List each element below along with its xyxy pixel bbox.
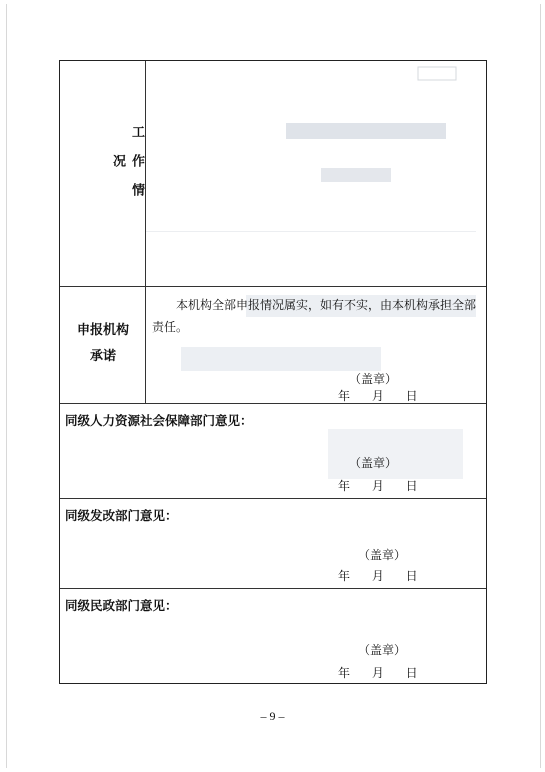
- ndrc-dept-date-label: 年 月 日: [338, 569, 418, 583]
- institution-promise-row: [60, 287, 486, 404]
- civil-affairs-opinion-title: 同级民政部门意见：: [65, 598, 178, 613]
- promise-date-label: 年 月 日: [338, 389, 418, 403]
- work-situation-label-cell: [60, 61, 146, 286]
- civil-affairs-opinion-row: [60, 589, 486, 683]
- promise-statement: 本机构全部申报情况属实，如有不实，由本机构承担全部责任。: [152, 298, 477, 334]
- work-situation-row: [60, 61, 486, 287]
- show-through-artwork: [146, 61, 488, 285]
- hr-dept-seal-label: （盖章）: [349, 456, 398, 470]
- civil-affairs-date-label: 年 月 日: [338, 666, 418, 680]
- promise-seal-label: （盖章）: [349, 372, 398, 386]
- ndrc-dept-seal-label: （盖章）: [358, 548, 407, 562]
- ndrc-dept-opinion-title: 同级发改部门意见：: [65, 508, 178, 523]
- work-situation-label: 工作情况: [110, 124, 144, 212]
- work-situation-content: [146, 61, 486, 286]
- promise-label-line1: 申报机构: [76, 323, 129, 338]
- hr-dept-opinion-title: 同级人力资源社会保障部门意见：: [65, 413, 253, 428]
- civil-affairs-seal-label: （盖章）: [358, 643, 407, 657]
- hr-dept-opinion-row: [60, 404, 486, 499]
- promise-label: [60, 318, 146, 370]
- promise-label-cell: [60, 287, 146, 403]
- promise-label-line2: 承诺: [89, 349, 116, 364]
- page-number: – 9 –: [260, 709, 285, 723]
- application-form-table: [59, 60, 487, 684]
- ndrc-dept-opinion-row: [60, 499, 486, 589]
- hr-dept-date-label: 年 月 日: [338, 479, 418, 493]
- promise-content: [146, 287, 486, 403]
